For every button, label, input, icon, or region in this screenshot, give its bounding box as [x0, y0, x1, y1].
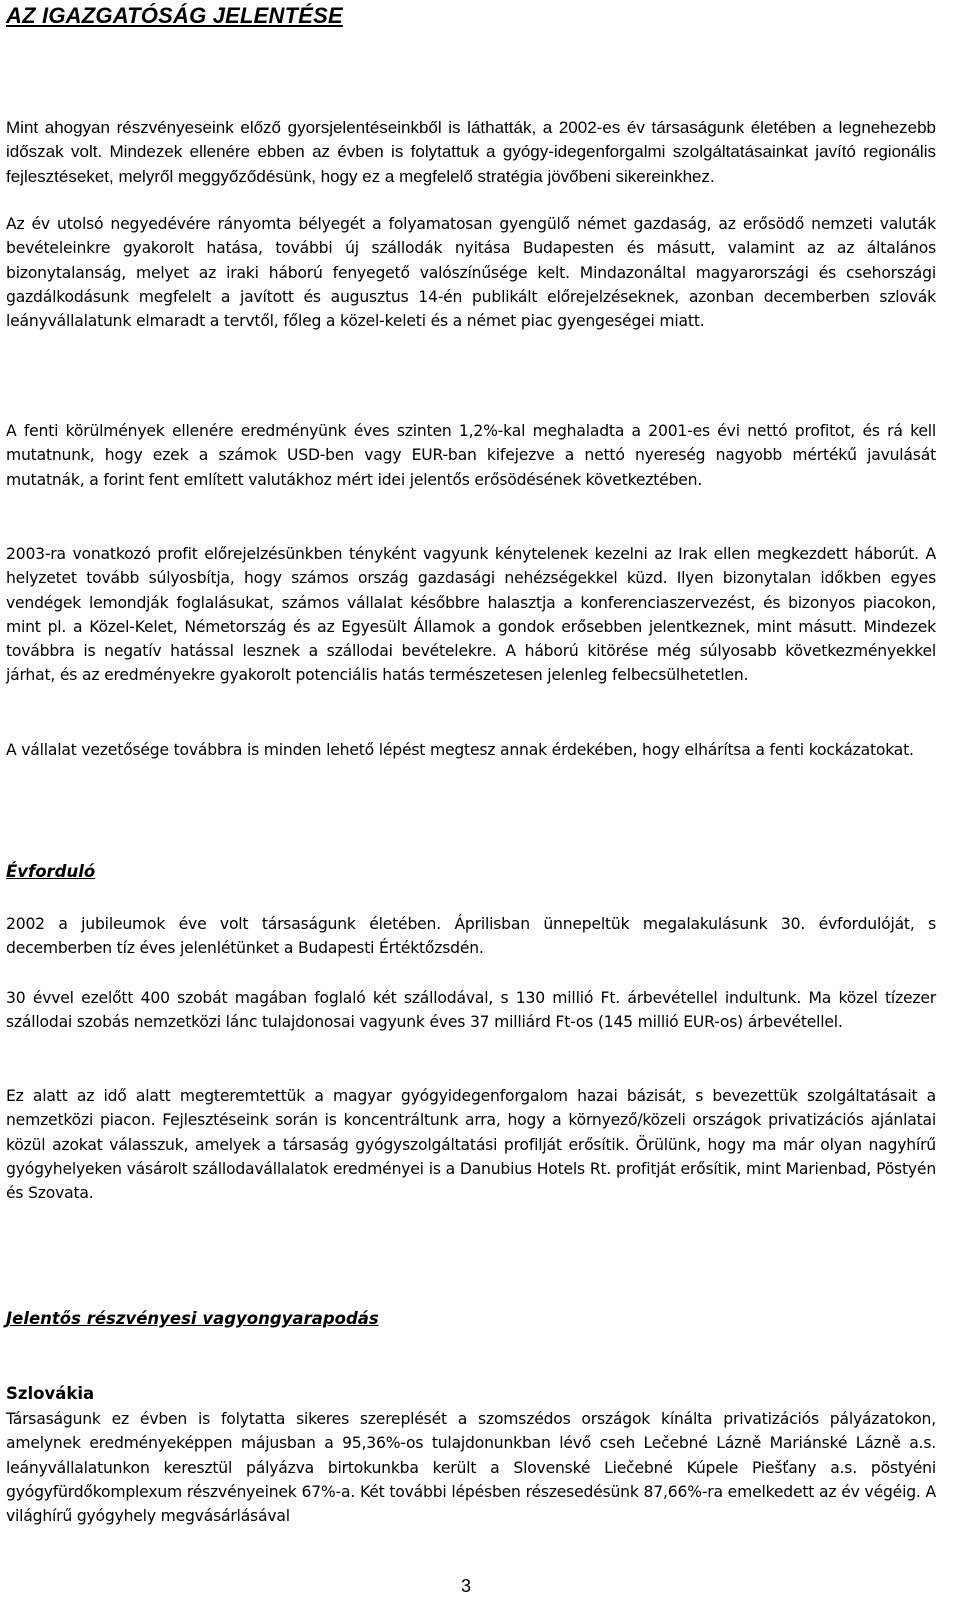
- paragraph-company-history: 30 évvel ezelőtt 400 szobát magában foglaló két szállodával, s 130 millió Ft. árbevétellel indultunk. Ma közel tízezer szállodai szobás nemzetközi lánc tulajdonosai vagyunk éves 37 milliárd Ft-os (145 millió EUR-os) árbevétellel.: [6, 989, 936, 1032]
- paragraph-2003-forecast: 2003-ra vonatkozó profit előrejelzésünkben tényként vagyunk kénytelenek kezelni az Irak ellen megkezdett háborút. A helyzetet tovább súlyosbítja, hogy számos ország gazdasági nehézségekkel küzd. Ilyen bizonytalan időkben egyes vendégek lemondják foglalásukat, számos vállalat későbbre halasztja a konferenciaszervezést, és bizonyos piacokon, mint pl. a Közel-Kelet, Németország és az Egyesült Államok a gondok erősebben jelentkeznek, mint másutt. Mindezek továbbra is negatív hatással lesznek a szállodai bevételekre. A háború kitörése még súlyosabb következményekkel járhat, és az eredményekre gyakorolt potenciális hatás természetesen jelenleg felbecsülhetetlen.: [6, 545, 936, 685]
- subheading-slovakia: Szlovákia: [6, 1384, 95, 1403]
- intro-paragraph: Mint ahogyan részvényeseink előző gyorsjelentéseinkből is láthatták, a 2002-es év társaságunk életében a legnehezebb időszak volt. Mindezek ellenére ebben az évben is folytattuk a gyógy-idegenforgalmi szolgáltatásainkat javító regionális fejlesztéseket, melyről meggyőződésünk, hogy ez a megfelelő stratégia jövőbeni sikereinkhez.: [6, 118, 936, 186]
- page-number: 3: [461, 1576, 472, 1596]
- paragraph-slovakia: Társaságunk ez évben is folytatta sikeres szereplését a szomszédos országok kínálta privatizációs pályázatokon, amelynek eredményeképpen májusban a 95,36%-os tulajdonunkban lévő cseh Lečebné Lázně Mariánské Lázně a.s. leányvállalatunkon keresztül pályázva birtokunkba került a Slovenské Liečebné Kúpele Piešťany a.s. pöstyéni gyógyfürdőkomplexum részvényeinek 67%-a. Két további lépésben részesedésünk 87,66%-ra emelkedett az év végéig. A világhírű gyógyhely megvásárlásával: [6, 1410, 936, 1526]
- report-title: AZ IGAZGATÓSÁG JELENTÉSE: [6, 3, 343, 28]
- paragraph-annual-results: A fenti körülmények ellenére eredményünk éves szinten 1,2%-kal meghaladta a 2001-es évi nettó profitot, és rá kell mutatnunk, hogy ezek a számok USD-ben vagy EUR-ban kifejezve a nettó nyereség nagyobb mértékű javulását mutatnák, a forint fent említett valutákhoz mért idei jelentős erősödésének következtében.: [6, 422, 936, 489]
- paragraph-anniversary-intro: 2002 a jubileumok éve volt társaságunk életében. Áprilisban ünnepeltük megalakulásunk 30. évfordulóját, s decemberben tíz éves jelenlétünket a Budapesti Értéktőzsdén.: [6, 915, 936, 958]
- paragraph-risk-management: A vállalat vezetősége továbbra is minden lehető lépést megtesz annak érdekében, hogy elhárítsa a fenti kockázatokat.: [6, 741, 914, 759]
- paragraph-health-tourism: Ez alatt az idő alatt megteremtettük a magyar gyógyidegenforgalom hazai bázisát, s bevezettük szolgáltatásait a nemzetközi piacon. Fejlesztéseink során is koncentráltunk arra, hogy a környező/közeli országok privatizációs ajánlatai közül azokat válasszuk, amelyek a társaság gyógyszolgáltatási profilját erősítik. Örülünk, hogy ma már olyan nagyhírű gyógyhelyeken vásárolt szállodavállalatok eredményei is a Danubius Hotels Rt. profitját erősítik, mint Marienbad, Pöstyén és Szovata.: [6, 1087, 936, 1203]
- paragraph-economic-conditions: Az év utolsó negyedévére rányomta bélyegét a folyamatosan gyengülő német gazdaság, az erősödő nemzeti valuták bevételeinkre gyakorolt hatása, további új szállodák nyitása Budapesten és másutt, valamint az az általános bizonytalanság, melyet az iraki háború fenyegető valószínűsége kelt. Mindazonáltal magyarországi és csehországi gazdálkodásunk megfelelt a javított és augusztus 14-én publikált előrejelzéseknek, azonban decemberben szlovák leányvállalatunk elmaradt a tervtől, főleg a közel-keleti és a német piac gyengeségei miatt.: [6, 215, 936, 331]
- section-heading-anniversary: Évforduló: [6, 862, 96, 881]
- section-heading-shareholder-growth: Jelentős részvényesi vagyongyarapodás: [6, 1309, 379, 1328]
